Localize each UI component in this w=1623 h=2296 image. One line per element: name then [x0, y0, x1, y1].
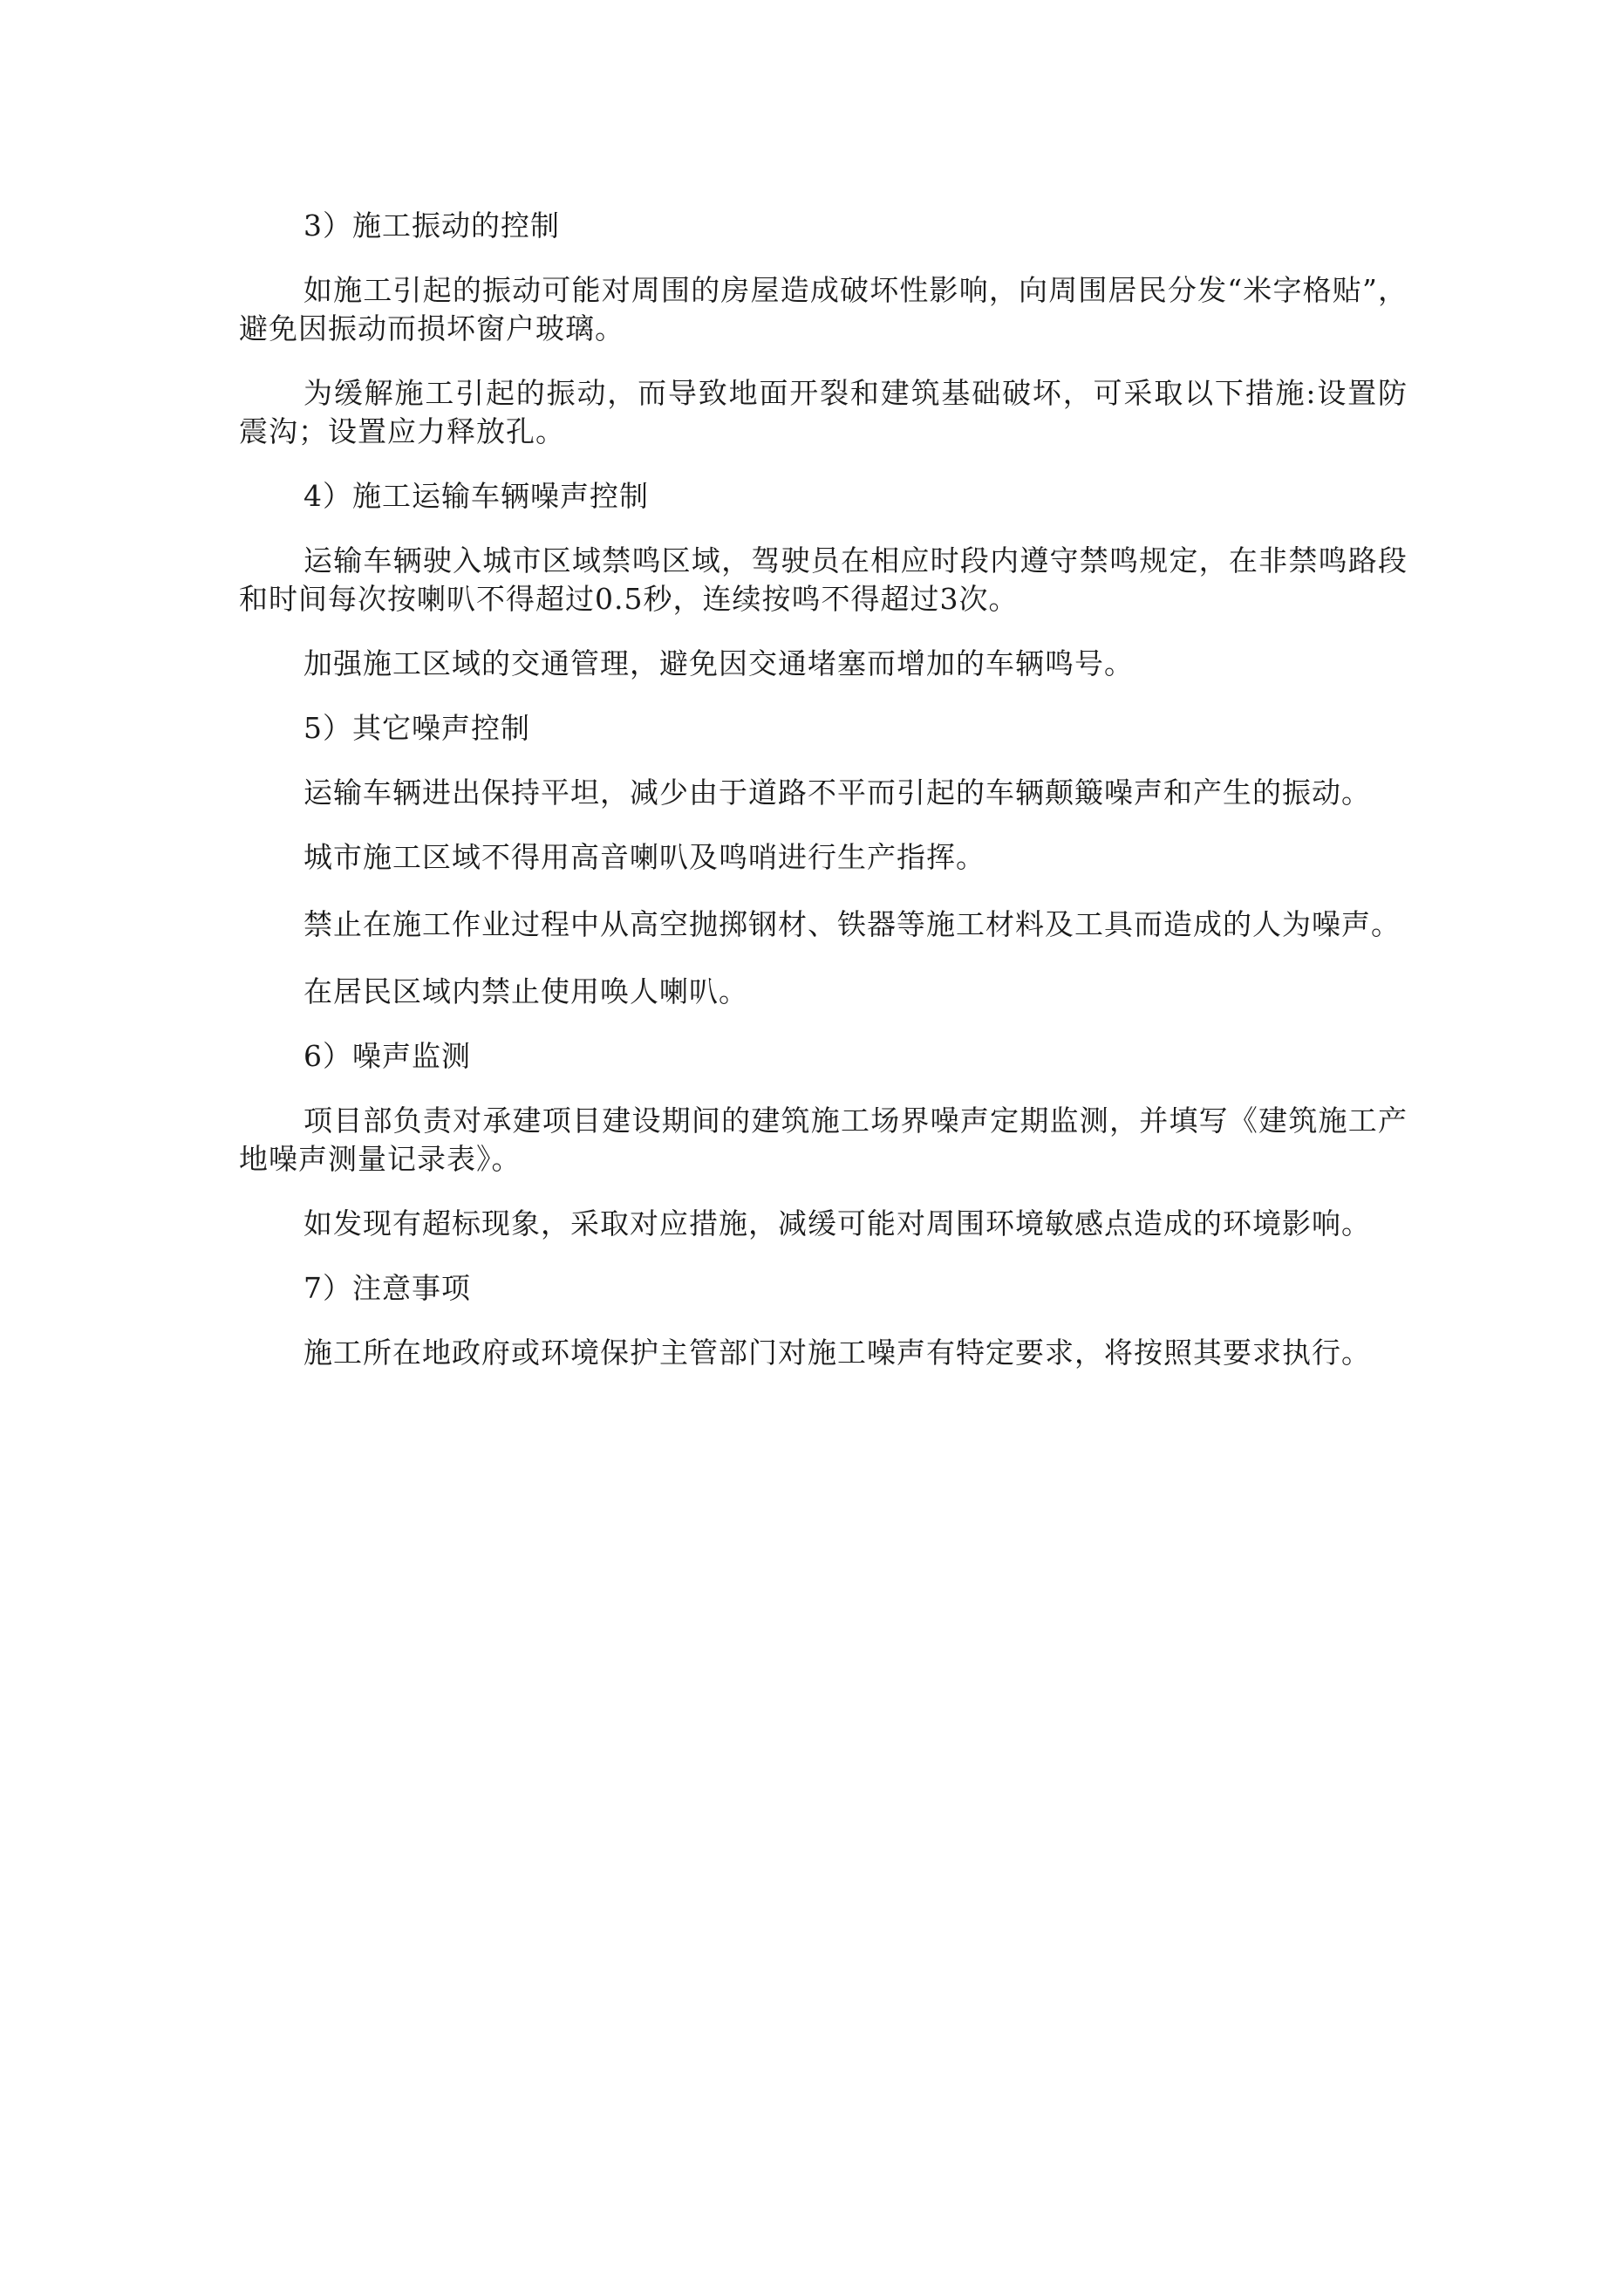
paragraph-local-requirements: 施工所在地政府或环境保护主管部门对施工噪声有特定要求，将按照其要求执行。: [303, 1336, 1371, 1370]
section-heading-noise-monitoring: 6）噪声监测: [303, 1039, 471, 1073]
document-body: [239, 194, 1408, 1385]
section-heading-notes: 7）注意事项: [303, 1271, 471, 1305]
paragraph-exceedance-measures: 如发现有超标现象，采取对应措施，减缓可能对周围环境敏感点造成的环境影响。: [303, 1206, 1371, 1240]
paragraph-horn-rules: 运输车辆驶入城市区域禁鸣区域，驾驶员在相应时段内遵守禁鸣规定，在非禁鸣路段和时间每次按喇叭不得超过0.5秒，连续按鸣不得超过3次。: [239, 543, 1408, 616]
paragraph-no-calling-horns: 在居民区域内禁止使用唤人喇叭。: [303, 974, 748, 1008]
paragraph-no-throwing-materials: 禁止在施工作业过程中从高空抛掷钢材、铁器等施工材料及工具而造成的人为噪声。: [303, 907, 1401, 941]
paragraph-no-loudspeakers: 城市施工区域不得用高音喇叭及鸣哨进行生产指挥。: [303, 840, 985, 874]
section-heading-other-noise: 5）其它噪声控制: [303, 711, 530, 745]
section-heading-vibration-control: 3）施工振动的控制: [303, 208, 560, 243]
section-heading-vehicle-noise: 4）施工运输车辆噪声控制: [303, 479, 649, 513]
paragraph-road-flatness: 运输车辆进出保持平坦，减少由于道路不平而引起的车辆颠簸噪声和产生的振动。: [303, 776, 1371, 810]
paragraph-traffic-management: 加强施工区域的交通管理，避免因交通堵塞而增加的车辆鸣号。: [303, 646, 1134, 680]
paragraph-monitoring-records: 项目部负责对承建项目建设期间的建筑施工场界噪声定期监测，并填写《建筑施工产地噪声测量记录表》。: [239, 1104, 1408, 1176]
paragraph-vibration-measures: 为缓解施工引起的振动，而导致地面开裂和建筑基础破坏，可采取以下措施:设置防震沟；设置应力释放孔。: [239, 376, 1408, 448]
paragraph-window-tape: 如施工引起的振动可能对周围的房屋造成破坏性影响，向周围居民分发“米字格贴”，避免因振动而损坏窗户玻璃。: [239, 273, 1408, 345]
